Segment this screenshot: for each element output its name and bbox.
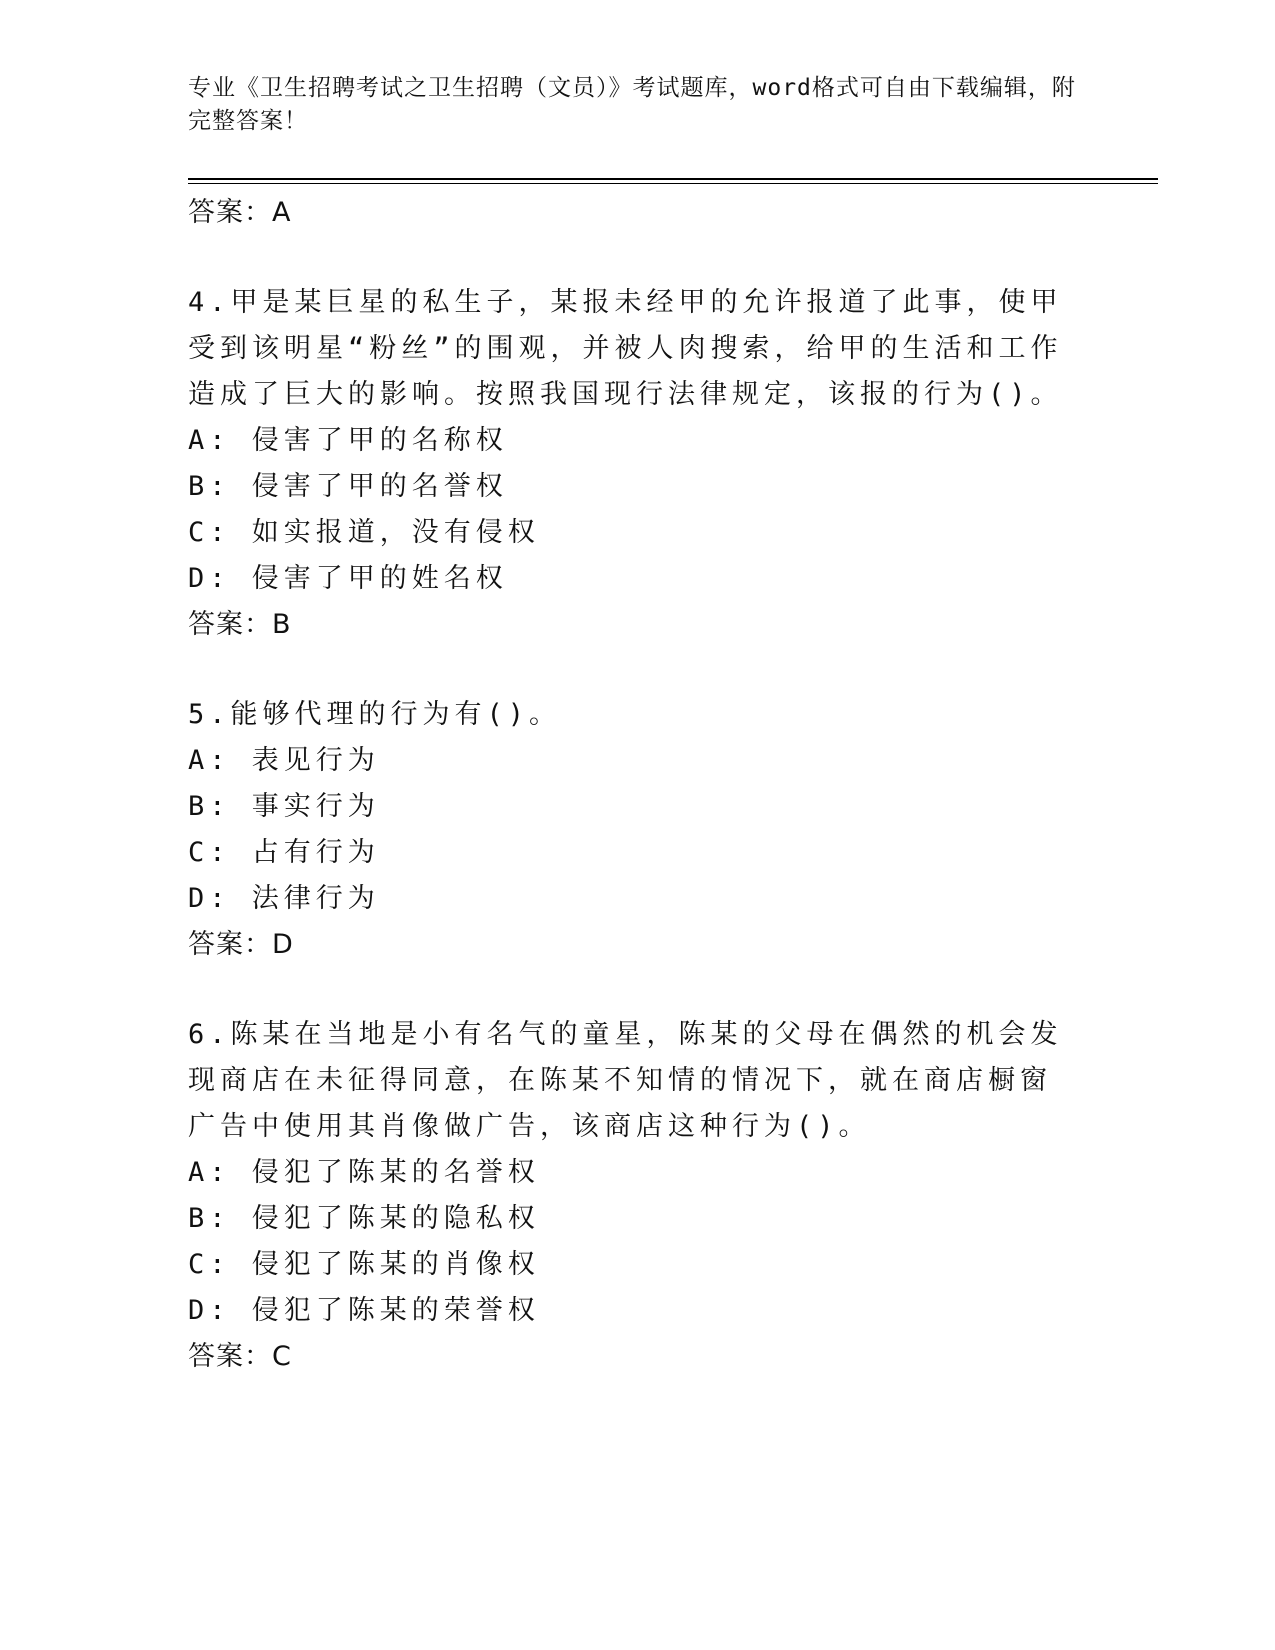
option-c: C: 侵犯了陈某的肖像权: [188, 1249, 540, 1280]
option-d: D: 法律行为: [188, 883, 380, 914]
option-c: C: 如实报道，没有侵权: [188, 517, 540, 548]
question-text: 6.陈某在当地是小有名气的童星，陈某的父母在偶然的机会发现商店在未征得同意，在陈某不知情的情况下，就在商店橱窗广告中使用其肖像做广告，该商店这种行为()。: [188, 1019, 1063, 1142]
option-c: C: 占有行为: [188, 837, 380, 868]
answer-line: 答案：A: [188, 197, 292, 228]
question-item: [188, 280, 1068, 648]
question-text: 5.能够代理的行为有()。: [188, 699, 562, 730]
question-item: [188, 692, 1068, 968]
question-list: [188, 190, 1068, 1380]
question-item: [188, 1012, 1068, 1380]
answer-line: 答案：C: [188, 1341, 292, 1372]
option-a: A: 侵害了甲的名称权: [188, 425, 508, 456]
option-a: A: 侵犯了陈某的名誉权: [188, 1157, 540, 1188]
option-b: B: 侵害了甲的名誉权: [188, 471, 508, 502]
header-divider-thin: [188, 183, 1158, 184]
option-b: B: 事实行为: [188, 791, 380, 822]
option-b: B: 侵犯了陈某的隐私权: [188, 1203, 540, 1234]
answer-line: 答案：B: [188, 609, 292, 640]
option-a: A: 表见行为: [188, 745, 380, 776]
document-header: 专业《卫生招聘考试之卫生招聘（文员）》考试题库，word格式可自由下载编辑，附完整答案！: [188, 75, 1076, 134]
header-divider: [188, 178, 1158, 180]
question-text: 4.甲是某巨星的私生子，某报未经甲的允许报道了此事，使甲受到该明星“粉丝”的围观，并被人肉搜索，给甲的生活和工作造成了巨大的影响。按照我国现行法律规定，该报的行为()。: [188, 287, 1063, 410]
option-d: D: 侵犯了陈某的荣誉权: [188, 1295, 540, 1326]
option-d: D: 侵害了甲的姓名权: [188, 563, 508, 594]
answer-line: 答案：D: [188, 929, 294, 960]
